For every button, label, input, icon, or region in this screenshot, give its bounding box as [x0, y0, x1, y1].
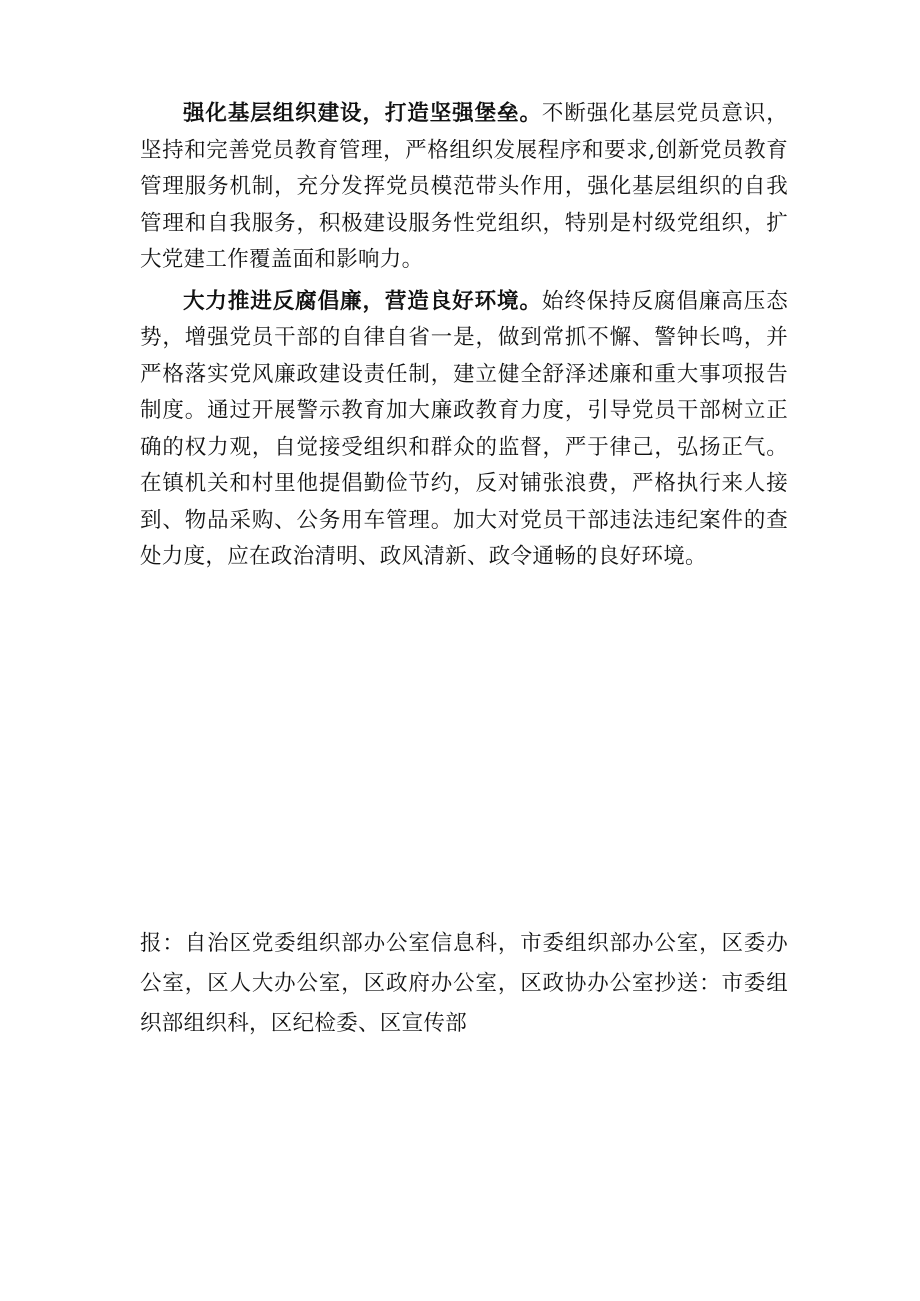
distribution-list: 报：自治区党委组织部办公室信息科，市委组织部办公室，区委办公室，区人大办公室，区政府办公室，区政协办公室抄送：市委组织部组织科，区纪检委、区宣传部	[140, 931, 788, 1036]
paragraph-anti-corruption	[140, 284, 788, 576]
paragraph-heading: 强化基层组织建设，打造坚强堡垒。	[183, 101, 542, 126]
paragraph-heading: 大力推进反腐倡廉，营造良好环境。	[183, 288, 542, 314]
paragraph-text: 始终保持反腐倡廉高压态势，增强党员干部的自律自省一是，做到常抓不懈、警钟长鸣，并严格落实党风廉政建设责任制，建立健全舒泽述廉和重大事项报告制度。通过开展警示教育加大廉政教育力度，引导党员干部树立正确的权力观，自觉接受组织和群众的监督，严于律己，弘扬正气。在镇机关和村里他提倡勤俭节约，反对铺张浪费，严格执行来人接到、物品采购、公务用车管理。加大对党员干部违法违纪案件的查处力度，应在政治清明、政风清新、政令通畅的良好环境。	[140, 288, 788, 569]
paragraph-text: 不断强化基层党员意识，坚持和完善党员教育管理，严格组织发展程序和要求,创新党员教育管理服务机制，充分发挥党员模范带头作用，强化基层组织的自我管理和自我服务，积极建设服务性党组织，特别是村级党组织，扩大党建工作覆盖面和影响力。	[140, 101, 788, 272]
paragraph-organization-building	[140, 96, 788, 279]
document-body	[140, 96, 788, 581]
